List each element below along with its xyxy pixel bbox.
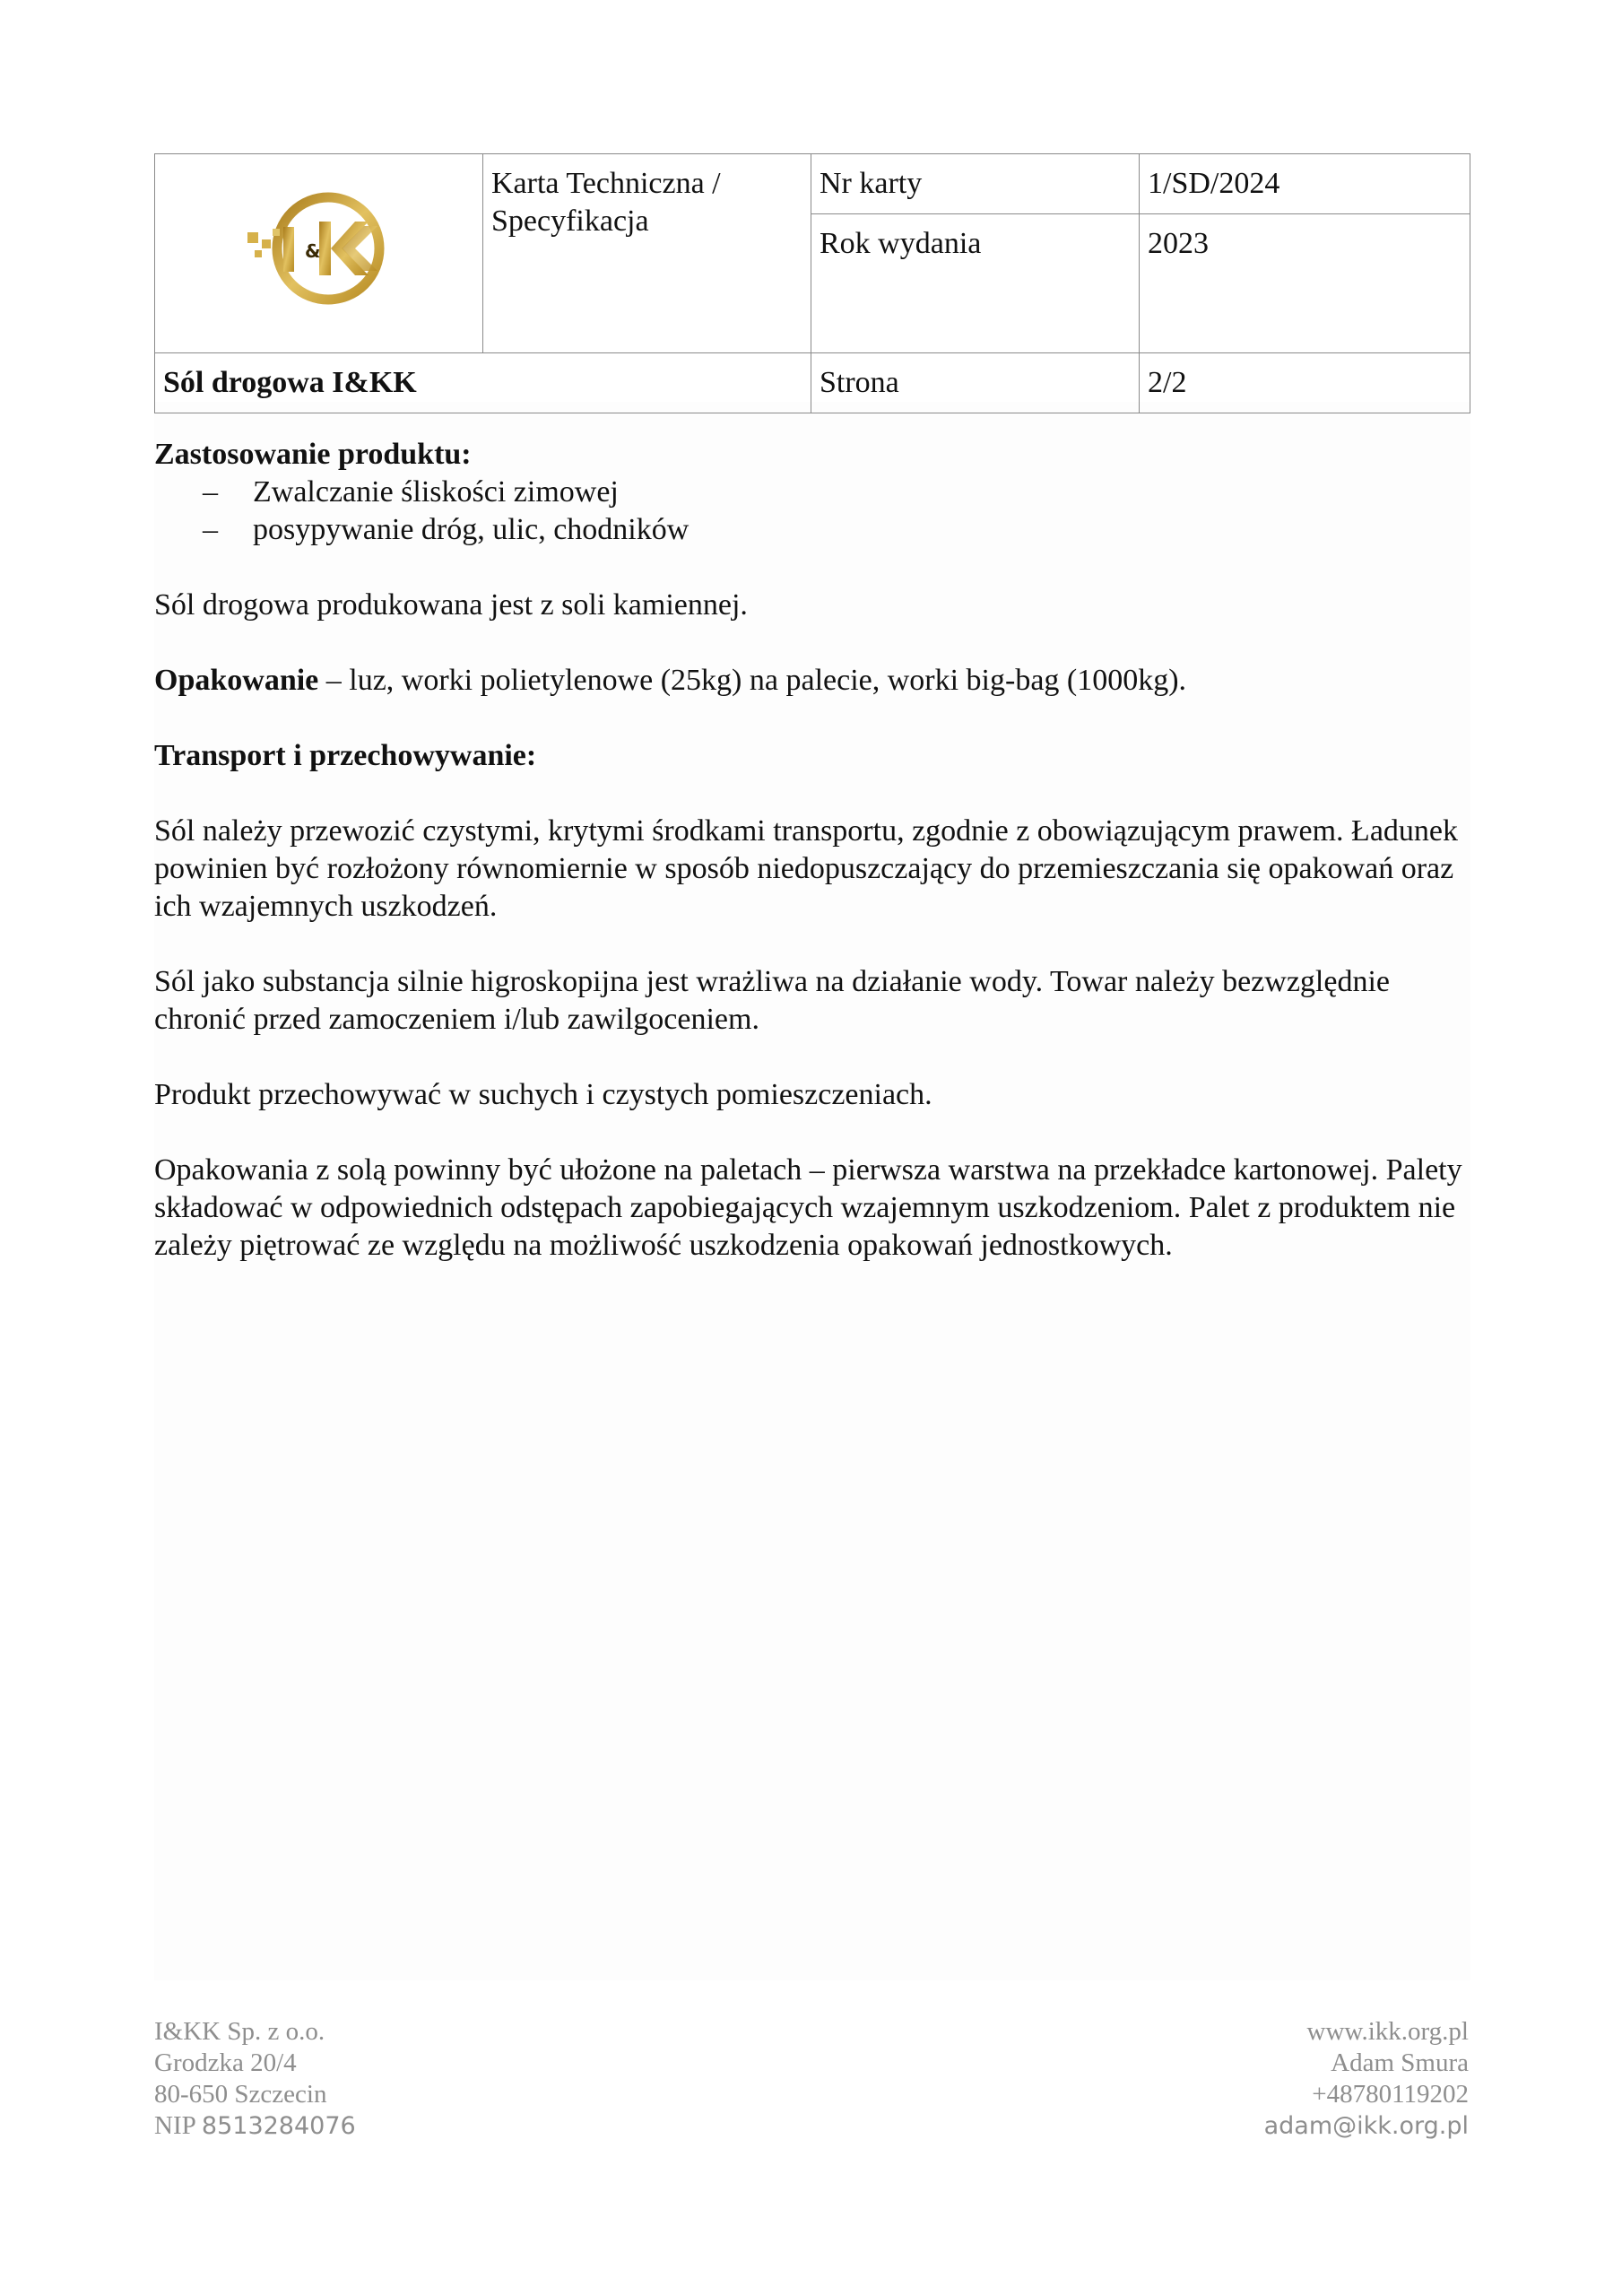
footer-contact bbox=[1264, 2016, 1469, 2142]
card-number-value: 1/SD/2024 bbox=[1140, 154, 1470, 214]
logo-ampersand: & bbox=[304, 240, 320, 262]
list-item: – posypywanie dróg, ulic, chodników bbox=[154, 511, 1472, 549]
company-name: I&KK Sp. z o.o. bbox=[154, 2017, 325, 2046]
nip-value: 8513284076 bbox=[201, 2112, 356, 2140]
document-body bbox=[154, 436, 1472, 1265]
street-address: Grodzka 20/4 bbox=[154, 2048, 297, 2077]
document-header-table bbox=[154, 153, 1470, 413]
packaging-text: – luz, worki polietylenowe (25kg) na palecie, worki big-bag (1000kg). bbox=[318, 664, 1187, 697]
dash-bullet: – bbox=[203, 513, 218, 546]
packaging-label: Opakowanie bbox=[154, 664, 319, 697]
origin-text: Sól drogowa produkowana jest z soli kamiennej. bbox=[154, 588, 748, 622]
website-link[interactable]: www.ikk.org.pl bbox=[1306, 2017, 1469, 2046]
footer-address bbox=[154, 2016, 356, 2142]
list-item: – Zwalczanie śliskości zimowej bbox=[154, 474, 1472, 511]
product-name: Sól drogowa I&KK bbox=[155, 353, 811, 413]
page-value: 2/2 bbox=[1140, 353, 1470, 413]
nip-line: NIP 8513284076 bbox=[154, 2111, 356, 2140]
contact-name: Adam Smura bbox=[1331, 2048, 1469, 2077]
year-value: 2023 bbox=[1140, 214, 1470, 353]
card-number-label: Nr karty bbox=[811, 154, 1140, 214]
transport-paragraph: Sól należy przewozić czystymi, krytymi środkami transportu, zgodnie z obowiązującym prawem. Ładunek powinien być rozłożony równomiernie w sposób niedopuszczający do przemieszczania się opakowań oraz ich wzajemnych uszkodzeń. bbox=[154, 814, 1458, 923]
hygroscopic-paragraph: Sól jako substancja silnie higroskopijna jest wrażliwa na działanie wody. Towar należy bezwzględnie chronić przed zamoczeniem i/lub zawilgoceniem. bbox=[154, 965, 1390, 1036]
doc-type-cell: Karta Techniczna / Specyfikacja bbox=[483, 154, 811, 353]
pallet-paragraph: Opakowania z solą powinny być ułożone na paletach – pierwsza warstwa na przekładce kartonowej. Palety składować w odpowiednich odstępach zapobiegających wzajemnym uszkodzeniom. Palet z produktem nie zależy piętrować ze względu na możliwość uszkodzenia opakowań jednostkowych. bbox=[154, 1153, 1462, 1262]
usage-list bbox=[154, 474, 1472, 549]
transport-heading: Transport i przechowywanie: bbox=[154, 739, 537, 772]
ikk-logo bbox=[230, 186, 409, 311]
logo-cell bbox=[155, 154, 483, 353]
dash-bullet: – bbox=[203, 475, 218, 509]
usage-heading: Zastosowanie produktu: bbox=[154, 438, 472, 471]
city-address: 80-650 Szczecin bbox=[154, 2080, 327, 2109]
year-label: Rok wydania bbox=[811, 214, 1140, 353]
phone-number[interactable]: +48780119202 bbox=[1312, 2080, 1469, 2109]
email-link[interactable]: adam@ikk.org.pl bbox=[1263, 2112, 1469, 2140]
page-label: Strona bbox=[811, 353, 1140, 413]
packaging-paragraph bbox=[154, 662, 1472, 700]
storage-paragraph: Produkt przechowywać w suchych i czystych pomieszczeniach. bbox=[154, 1078, 932, 1111]
